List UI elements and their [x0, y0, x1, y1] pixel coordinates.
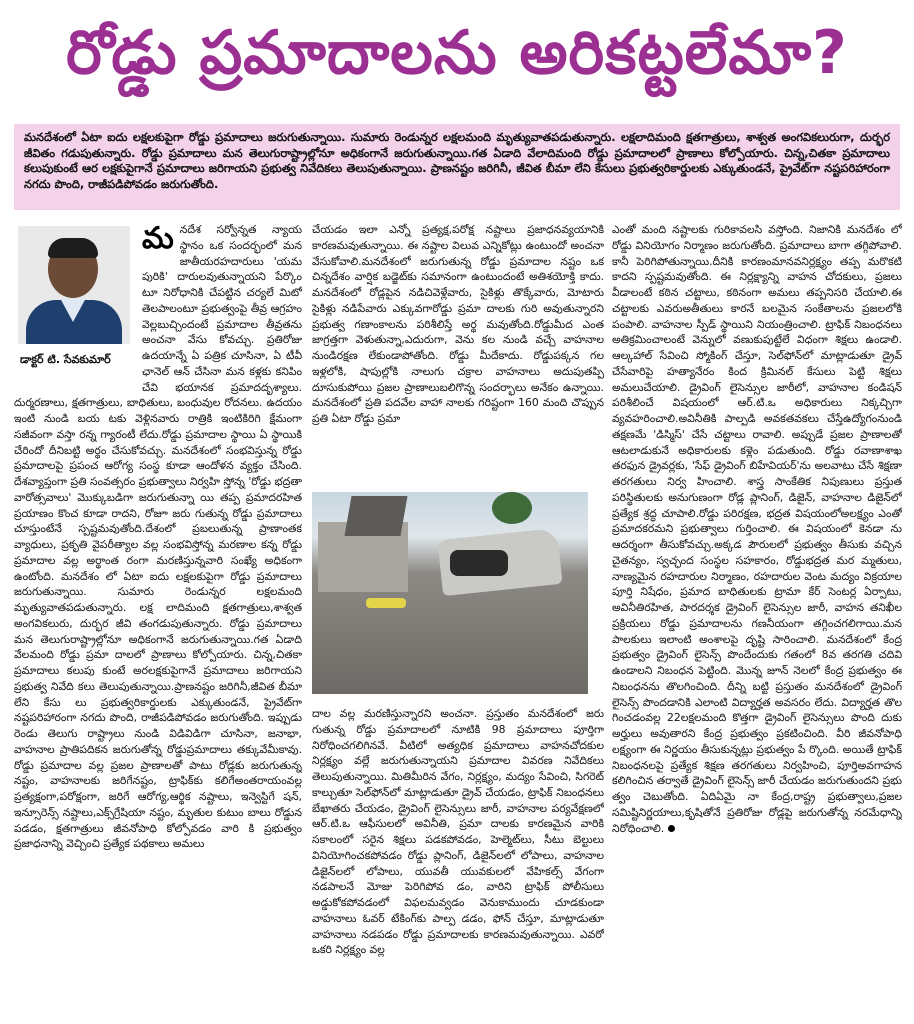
author-photo	[18, 226, 130, 344]
column-2-bottom: దాల వల్ల మరణిస్తున్నారని అంచనా. ప్రస్తుతం మనదేశంలో జరు గుతున్న రోడ్డు ప్రమాదాలలో నూటికి 98 ప్రమాదాలు పూర్తిగా నిరోధించగలిగినవే. వీటిలో అత్యధిక ప్రమాదాలు వాహనచోదకుల నిర్లక్ష్యం వల్లే జరుగుతున్నాయని ప్రమాదాల వివరణ నివేదికలు తెలుపుతున్నాయి. మితిమీరిన వేగం, నిర్లక్ష్యం, మద్యం సేవించి, సిగరెట్ కాల్చుతూ సెల్‌ఫోన్‌లో మాట్లాడుతూ డ్రైవ్ చేయడం, ట్రాఫిక్ నిబంధనలు బేఖాతరు చేయడం, డ్రైవింగ్ లైసెన్సులు జారీ, వాహనాల పర్యవేక్షణలో ఆర్.టి.ఒ ఆఫీసులలో అవినీతి, ప్రమా దాలకు కారణమైన వారికి సకాలంలో సరైన శిక్షలు పడకపోవడం, హెల్మెట్‌లు, సీటు బెల్టులు వినియోగించకపోవడం రోడ్డు ప్లానింగ్, డిజైన్‌లలో లోపాలు, వాహనాల డిజైన్‌లలో లోపాలు, యువతీ యువకులలో వేహికల్స్‌ వేగంగా నడపాలనే మోజు పెరిగిపోవ డం, వారిని ట్రాఫిక్ పోలీసులు అడ్డుకోకపోవడంలో విఫలమవ్వడం వెనుకాముందు చూడకుండా వాహనాలు ఓవర్ టేకింగ్‌కు పాల్ప డడం, ఫోన్ చేస్తూ, మాట్లాడుతూ వాహనాలు నడపడం రోడ్డు ప్రమాదాలకు కారణమవుతున్నాయి. ఎవరో ఒకరి నిర్లక్ష్యం వల్ల	[312, 707, 604, 957]
drop-cap: మ	[142, 222, 174, 256]
end-mark	[668, 825, 675, 832]
column-1	[14, 222, 302, 1018]
lead-paragraph: మనదేశంలో ఏటా ఐదు లక్షలకుపైగా రోడ్డు ప్రమాదాలు జరుగుతున్నాయి. సుమారు రెండున్నర లక్షలమంది మృత్యువాతపడుతున్నారు. లక్షలాదిమంది క్షతగాత్రులు, శాశ్వత అంగవికలురుగా, దుర్భర జీవితం గడుపుతున్నారు. రోడ్డు ప్రమాదాలు మన తెలుగురాష్ట్రాల్లోనూ అధికంగానే జరుగుతున్నాయి.గత ఏడాది వేలాదిమంది రోడ్డు ప్రమాదాలలో ప్రాణాలు కోల్పోయారు. చిన్న,చితకా ప్రమాదాలు కలుపుకుంటే ఆర లక్షకుపైగానే ప్రమాదాలు జరిగాయని ప్రభుత్వ నివేదికలు తెలుపుతున్నాయి. ప్రాణనష్టం జరిగినీ, జీవిత బీమా లేని కేసులు ప్రభుత్వరికార్డులకు ఎక్కుతుండనే, ప్రైవేట్‌గా నష్టపరిహారంగా నగదు పొంది, రాజీపడిపోవడం జరుగుతోంది.	[14, 124, 900, 210]
column-2-top: చేయడం ఇలా ఎన్నో ప్రత్యక్ష,పరోక్ష నష్టాలు ప్రజాధనవ్యయానికి కారణమవుతున్నాయి. ఈ నష్టాల విలువ ఎన్నికోట్లు ఉంటుందో అంచనా వేసుకోవాలి.మనదేశంలో జరుగుతున్న రోడ్డు ప్రమాదాల నష్టం ఒక చిన్నదేశం వార్షిక బడ్జెట్‌కు సమానంగా ఉంటుందంటే అతిశయోక్తి కాదు. మనదేశంలో రోడ్లపైన నడిచివెళ్లేవారు, సైకిళ్లు తొక్కేవారు, మోటారు సైకిళ్లు నడిపేవారు ఎక్కువగారోడ్డు ప్రమా దాలకు గురి అవుతున్నారని ప్రభుత్వ గణాంకాలను పరిశీలిస్తే అర్థ మవుతోంది.రోడ్డుమీద ఎంత జాగ్రత్తగా వెళుతున్నా,ఎదురుగా, వెను కల నుండి వచ్చే వాహనాల నుండిరక్షణ లేకుండాపోతోంది. రోడ్డు మీదేకాదు. రోడ్డుపక్కన గల ఇళ్లలోకి, షాపుల్లోకి నాలుగు చక్రాల వాహనాలు అదుపుతప్పి దూసుకుపోయి ప్రజల ప్రాణాలుబలిగొన్న సందర్భాలు అనేకం ఉన్నాయి. మనదేశంలో ప్రతి పదవేల వాహా నాలకు గరిష్టంగా 160 మంది చొప్పున ప్రతి ఏటా రోడ్డు ప్రమా	[312, 223, 604, 425]
column-1-text: నదేశ సర్వోన్నత న్యాయ స్థానం ఒక సందర్భంలో మన జాతీయరహదారులు 'యమ పురికి' దారులవుతున్నాయని పేర్కొం టూ నిరోధానికి చేపట్టిన చర్యలే మిటో తెలపాలంటూ ప్రభుత్వంపై తీవ్ర ఆగ్రహం వెల్లబుచ్చిందంటే ప్రమాదాల తీవ్రతను అంచనా వేసు కోవచ్చు. ప్రతిరోజు ఉదయాన్నే ఏ పత్రిక చూసినా, ఏ టీవీ ఛానెల్ ఆన్ చేసినా మన కళ్లకు కనిపిం చేవి భయానక ప్రమాదదృశ్యాలు. దుర్మరణాలు, క్షతగాత్రులు, బాధితులు, బంధువుల రోదనలు. ఉదయం ఇంటి నుండి బయ టకు వెళ్లినవారు రాత్రికి ఇంటికిరిగి క్షేమంగా సజీవంగా వస్తా రన్న గ్యారంటీ లేదు.రోడ్డు ప్రమాదాల స్థాయి ఏ స్థాయికి చేరిందో దీనిబట్టి అర్థం చేసుకోవచ్చు. మనదేశంలో సంభవిస్తున్న రోడ్డు ప్రమాదాలపై ప్రపంచ ఆరోగ్య సంస్థ కూడా ఆందోళన వ్యక్తం చేసింది. దేశవ్యాప్తంగా ప్రతి సంవత్సరం ప్రభుత్వాలు నిర్వహి స్తోన్న 'రోడ్డు భద్రతా వారోత్సవాలు' మొక్కుబడిగా జరుగుతున్నా యి తప్ప ప్రమాదరహిత ప్రయాణం కొంచ కూడా రాదని, రోజూ జరు గుతున్న రోడ్డు ప్రమాదాలు చూస్తుంటేనే స్పష్టమవుతోంది.దేశంలో ప్రబలుతున్న ప్రాణాంతక వ్యాధులు, ప్రకృతి వైపరీత్యాల వల్ల సంభవిస్తోన్న మరణాల కన్న రోడ్డు ప్రమాదాల వల్ల అర్థాంత రంగా మరణిస్తున్నవారి సంఖ్యే అధికంగా ఉంటోంది. మనదేశం లో ఏటా ఐదు లక్షలకుపైగా రోడ్డు ప్రమాదాలు జరుగుతున్నాయి. సుమారు రెండున్నర లక్షలమంది మృత్యువాతపడుతున్నారు. లక్ష లాదిమంది క్షతగాత్రులు,శాశ్వత అంగవికలురు, దుర్భర జీవి తంగడుపుతున్నారు. రోడ్డు ప్రమాదాలు మన తెలుగురాష్ట్రాల్లోనూ అధికంగానే జరుగుతున్నాయి.గత ఏడాది వేలమంది రోడ్డు ప్రమా దాలలో ప్రాణాలు కోల్పోయారు. చిన్న,చితకా ప్రమాదాలు కలుపు కుంటే అరలక్షకుపైగానే ప్రమాదాలు జరిగాయని ప్రభుత్వ నివేది కలు తెలుపుతున్నాయి.ప్రాణనష్టం జరిగినీ,జీవిత బీమా లేని కేసు లు ప్రభుత్వరికార్డులకు ఎక్కుతుండనే, ప్రైవేట్‌గా నష్టపరిహారంగా నగదు పొంది, రాజీపడిపోవడం జరుగుతోంది. ఇప్పుడు రెండు తెలుగు రాష్ట్రాలు నుండి విడివిడిగా చూసినా, జనాభా, వాహనాల ప్రాతిపదికన జరుగుతోన్న రోడ్డుప్రమాదాలు తక్కువేమీకావు. రోడ్డు ప్రమాదాల వల్ల ప్రజల ప్రాణాలతో పాటు రోడ్లకు జరుగుతున్న నష్టం, వాహనాలకు జరిగేనష్టం, ట్రాఫిక్‌కు కలిగేఅంతరాయంవల్ల ప్రత్యక్షంగా,పరోక్షంగా, జరిగే ఆరోగ్య,ఆర్థిక నష్టాలు, ఇన్వెస్టిగే షన్, ఇన్సూరెన్స్ నష్టాలు,ఎక్స్‌గ్రేషియా నష్టం, మృతుల కుటుం బాలు రోడ్డున పడడం, క్షతగాత్రులు జీవనోపాధి కోల్పోవడం వారి కి ప్రభుత్వం ప్రజాధనాన్ని వెచ్చించి ప్రత్యేక పథకాలు అమలు	[14, 223, 302, 851]
author-byline: డాక్టర్ టి. సేవకుమార్	[20, 353, 111, 366]
author-box	[14, 222, 132, 382]
headline: రోడ్డు ప్రమాదాలను అరికట్టలేమా?	[66, 18, 848, 88]
column-3-text: ఎంతో మంది నష్టాలకు గురికావలసి వస్తోంది. నిజానికి మనదేశం లో రోడ్డు వినియోగం నిర్మాణం జరుగుతోంది. ప్రమాదాలు బాగా తగ్గిపోవాలి. కానీ పెరిగిపోతున్నాయి.దీనికి కారణంమానవనిర్లక్ష్యం తప్ప మరొకటి కాదని స్పష్టమవుతోంది. ఈ నిర్లక్ష్యాన్ని వాహన చోదకులు, ప్రజలు వీడాలంటే కఠిన చట్టాలు, కఠినంగా అమలు తప్పనిసరి చేయాలి.ఈ చట్టాలకు ఎవరుఅతీతులు కారనే బలమైన సంకేతాలను ప్రజలలోకి పంపాలి. వాహనాల స్పీడ్ స్థాయిని నియంత్రించాలి. ట్రాఫిక్ నిబంధనలు అతిక్రమించాలంటే వెన్నులో వణుకుపుట్టేలే విధంగా శిక్షలు ఉండాలి. ఆల్కహాల్ సేవించి స్మోకింగ్ చేస్తూ, సెల్‌ఫోన్‌లో మాట్లాడుతూ డ్రైవ్ చేసేవారిపై హత్యానేరం కింద క్రిమినల్ కేసులు పెట్టి శిక్షలు అమలుచేయాలి. డ్రైవింగ్ లైసెన్సుల జారీలో, వాహనాల కండిషన్ పరిశీలించే విషయంలో ఆర్.టి.ఒ అధికారులు నిక్కచ్చిగా వ్యవహరించాలి.అవినీతికి పాల్పడి అవకతవకలు చేస్తేఉద్యోగంనుండి తక్షణమే 'డిస్మిస్' చేసే చట్టాలు రావాలి. అప్పుడే ప్రజల ప్రాణాలతో ఆటలాడుకునే అధికారులకు కళ్లెం పడుతుంది. రోడ్డు రవాణాశాఖ తరఫున డ్రైవర్లకు, 'సేఫ్ డ్రైవింగ్ బిహేవియర్'ను అలవాటు చేసే శిక్షణా తరగతులు నిర్వ హించాలి. శాస్త్ర సాంకేతిక నిపుణులు ప్రస్తుత పరిస్థితులకు అనుగుణంగా రోడ్ల ప్లానింగ్, డిజైన్, వాహనాల డిజైన్‌లో ప్రత్యేక శ్రద్ధ చూపాలి.రోడ్డు పరిరక్షణ, భద్రత విషయంలోఅలక్ష్యం ఎంతో ప్రమాదకరమని ప్రభుత్వాలు గుర్తించాలి. ఈ విషయంలో కెనడా ను ఆదర్శంగా తీసుకోవచ్చు.అక్కడ పౌరులలో ప్రభుత్వం తీసుకు వచ్చిన చైతన్యం, స్వచ్ఛంద సంస్థల సహకారం, రోడ్డుభద్రత మర మ్మతులు, నాణ్యమైన రహదారుల నిర్మాణం, రహదారుల వెంట మద్యం విక్రయాల పూర్తి నిషేధం, ప్రమాద బాధితులకు ట్రామా కేర్ సెంటర్ల ఏర్పాటు, అవినీతిరహిత, పారదర్శక డ్రైవింగ్ లైసెన్సుల జారీ, వాహన తనిఖీల ప్రక్రియలు రోడ్డు ప్రమాదాలను గణనీయంగా తగ్గించగలిగాయి.మన పాలకులు ఇలాంటి అంశాలపై దృష్టి సారించాలి. మనదేశంలో కేంద్ర ప్రభుత్వం డ్రైవింగ్ లైసెన్స్ పొందేందుకు గతంలో 8వ తరగతి చదివి ఉండాలని నిబంధన పెట్టింది. మొన్న జూన్ నెలలో కేంద్ర ప్రభుత్వం ఈ నిబంధనను తొలగించింది. దీన్ని బట్టి ప్రస్తుతం మనదేశంలో డ్రైవింగ్ లైసెన్స్ పొందడానికి ఎలాంటి విద్యార్హత అవసరం లేదు. విద్యార్హత తొల గించడంవల్ల 22లక్షలమంది కొత్తగా డ్రైవింగ్ లైసెన్సులు పొంది దుకు అర్హులు అవుతారని కేంద్ర ప్రభుత్వం ప్రకటించింది. వీరి జీవనోపాధి లక్ష్యంగా ఈ నిర్ణయం తీసుకున్నట్లు ప్రభుత్వం పే ర్కొంది. అయితే ట్రాఫిక్ నిబంధనలపై ప్రత్యేక శిక్షణ తరగతులు నిర్వహించి, పూర్తిఅవగాహన కలిగించిన తర్వాతే డ్రైవింగ్ లైసెన్స్ జారీ చేయడం జరుగుతుందని ప్రభు త్వం చెబుతోంది. ఏదిఏమై నా కేంద్ర,రాష్ట్ర ప్రభుత్వాలు,ప్రజల సమిష్టినిర్ణయాలు,కృషితోనే ప్రతిరోజు రోడ్లపై జరుగుతోన్న నరమేధాన్ని నిరోధించాలి.	[612, 223, 902, 835]
column-3	[612, 222, 902, 1018]
accident-photo	[312, 492, 588, 694]
